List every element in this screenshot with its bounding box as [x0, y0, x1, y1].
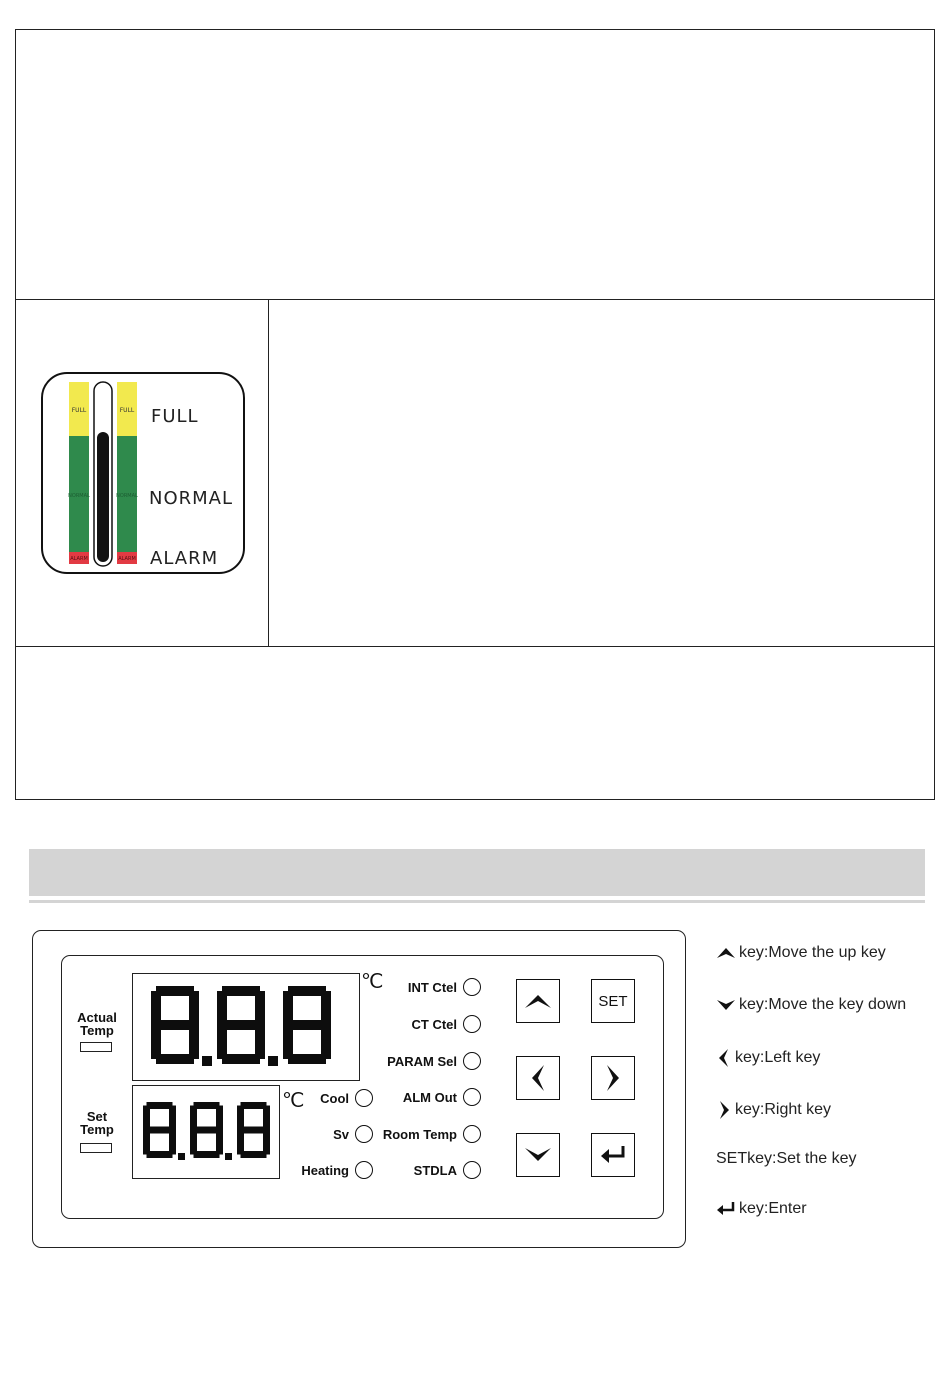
- level-gauge-bars: [43, 374, 243, 572]
- set-temp-decimal-point: [178, 1153, 185, 1160]
- set-temp-label-line1: Set: [86, 1109, 108, 1124]
- down-key[interactable]: [516, 1133, 560, 1177]
- indicator-param-sel: [360, 1052, 481, 1070]
- gauge-label-normal: NORMAL: [149, 488, 234, 509]
- actual-temp-label: [72, 1011, 122, 1037]
- indicator-ct-ctel: [360, 1015, 481, 1033]
- indicator-stdla-label: STDLA: [413, 1162, 457, 1178]
- legend-up-text: key:Move the up key: [739, 944, 886, 961]
- right-key[interactable]: [591, 1056, 635, 1100]
- indicator-param-sel-led: [463, 1052, 481, 1070]
- gauge-mark-full-left: FULL: [71, 407, 87, 414]
- set-temp-display: [132, 1085, 280, 1179]
- set-temp-decimal-point: [225, 1153, 232, 1160]
- actual-temp-label-line1: Actual: [77, 1010, 117, 1025]
- set-key[interactable]: SET: [591, 979, 635, 1023]
- actual-temp-display: [132, 973, 360, 1081]
- indicator-sv-label: Sv: [333, 1126, 349, 1142]
- indicator-ct-ctel-label: CT Ctel: [411, 1016, 457, 1032]
- up-arrow-icon: [523, 991, 553, 1011]
- up-arrow-icon: [716, 946, 736, 960]
- set-temp-digits: [133, 1086, 278, 1177]
- indicator-heating: [280, 1161, 373, 1179]
- indicator-stdla: [360, 1161, 481, 1179]
- indicator-alm-out-label: ALM Out: [402, 1089, 457, 1105]
- down-arrow-icon: [716, 998, 736, 1012]
- gauge-mark-alarm-right: ALARM: [118, 556, 136, 562]
- spec-table: [15, 29, 935, 800]
- indicator-int-ctel-label: INT Ctel: [407, 979, 457, 995]
- legend-set-text: SETkey:Set the key: [716, 1150, 857, 1167]
- set-temp-digit: [143, 1102, 176, 1158]
- up-key[interactable]: [516, 979, 560, 1023]
- indicator-cool-led: [355, 1089, 373, 1107]
- actual-temp-led: [80, 1042, 112, 1052]
- set-temp-digit: [190, 1102, 223, 1158]
- down-arrow-icon: [523, 1145, 553, 1165]
- gauge-mark-alarm-left: ALARM: [70, 556, 88, 562]
- right-arrow-icon: [716, 1100, 732, 1120]
- legend-enter: [716, 1200, 807, 1218]
- legend-set: [716, 1150, 857, 1168]
- enter-key[interactable]: [591, 1133, 635, 1177]
- legend-right-text: key:Right key: [735, 1101, 832, 1118]
- indicator-room-temp-label: Room Temp: [382, 1126, 457, 1142]
- indicator-ct-ctel-led: [463, 1015, 481, 1033]
- indicator-int-ctel-led: [463, 978, 481, 996]
- actual-temp-decimal-point: [268, 1056, 278, 1066]
- indicator-cool: [290, 1089, 373, 1107]
- legend-left: [716, 1048, 820, 1068]
- left-arrow-icon: [716, 1048, 732, 1068]
- gauge-mark-normal-left: NORMAL: [68, 493, 90, 499]
- indicator-sv-led: [355, 1125, 373, 1143]
- gauge-mark-normal-right: NORMAL: [116, 493, 138, 499]
- indicator-alm-out: [360, 1088, 481, 1106]
- set-temp-digit: [237, 1102, 270, 1158]
- indicator-room-temp-led: [463, 1125, 481, 1143]
- gauge-fluid-level: [97, 432, 109, 562]
- enter-icon: [598, 1144, 628, 1166]
- indicator-cool-label: Cool: [320, 1090, 349, 1106]
- set-temp-label-line2: Temp: [80, 1122, 114, 1137]
- table-row-divider: [16, 299, 934, 300]
- indicator-stdla-led: [463, 1161, 481, 1179]
- legend-left-text: key:Left key: [735, 1049, 821, 1066]
- section-header-bar: [29, 849, 925, 896]
- section-divider: [29, 900, 925, 903]
- actual-temp-unit: ℃: [361, 971, 384, 993]
- actual-temp-digit: [283, 986, 331, 1064]
- indicator-param-sel-label: PARAM Sel: [387, 1053, 457, 1069]
- indicator-sv: [290, 1125, 373, 1143]
- actual-temp-label-line2: Temp: [80, 1023, 114, 1038]
- actual-temp-digit: [151, 986, 199, 1064]
- legend-right: [716, 1100, 831, 1120]
- indicator-alm-out-led: [463, 1088, 481, 1106]
- set-temp-led: [80, 1143, 112, 1153]
- table-column-divider: [268, 299, 269, 646]
- indicator-heating-led: [355, 1161, 373, 1179]
- right-arrow-icon: [603, 1063, 623, 1093]
- level-gauge-illustration: [41, 372, 245, 574]
- indicator-room-temp: [360, 1125, 481, 1143]
- gauge-mark-full-right: FULL: [119, 407, 135, 414]
- legend-enter-text: key:Enter: [739, 1200, 807, 1217]
- set-temp-unit: ℃: [282, 1090, 305, 1112]
- legend-up: [716, 944, 886, 962]
- indicator-int-ctel: [360, 978, 481, 996]
- gauge-label-alarm: ALARM: [150, 548, 219, 569]
- enter-icon: [716, 1201, 736, 1217]
- left-key[interactable]: [516, 1056, 560, 1100]
- actual-temp-decimal-point: [202, 1056, 212, 1066]
- set-temp-label: [72, 1110, 122, 1136]
- legend-down: [716, 996, 906, 1014]
- indicator-heating-label: Heating: [301, 1162, 349, 1178]
- gauge-label-full: FULL: [151, 406, 199, 427]
- actual-temp-digit: [217, 986, 265, 1064]
- actual-temp-digits: [133, 974, 358, 1079]
- left-arrow-icon: [528, 1063, 548, 1093]
- table-row-divider: [16, 646, 934, 647]
- legend-down-text: key:Move the key down: [739, 996, 907, 1013]
